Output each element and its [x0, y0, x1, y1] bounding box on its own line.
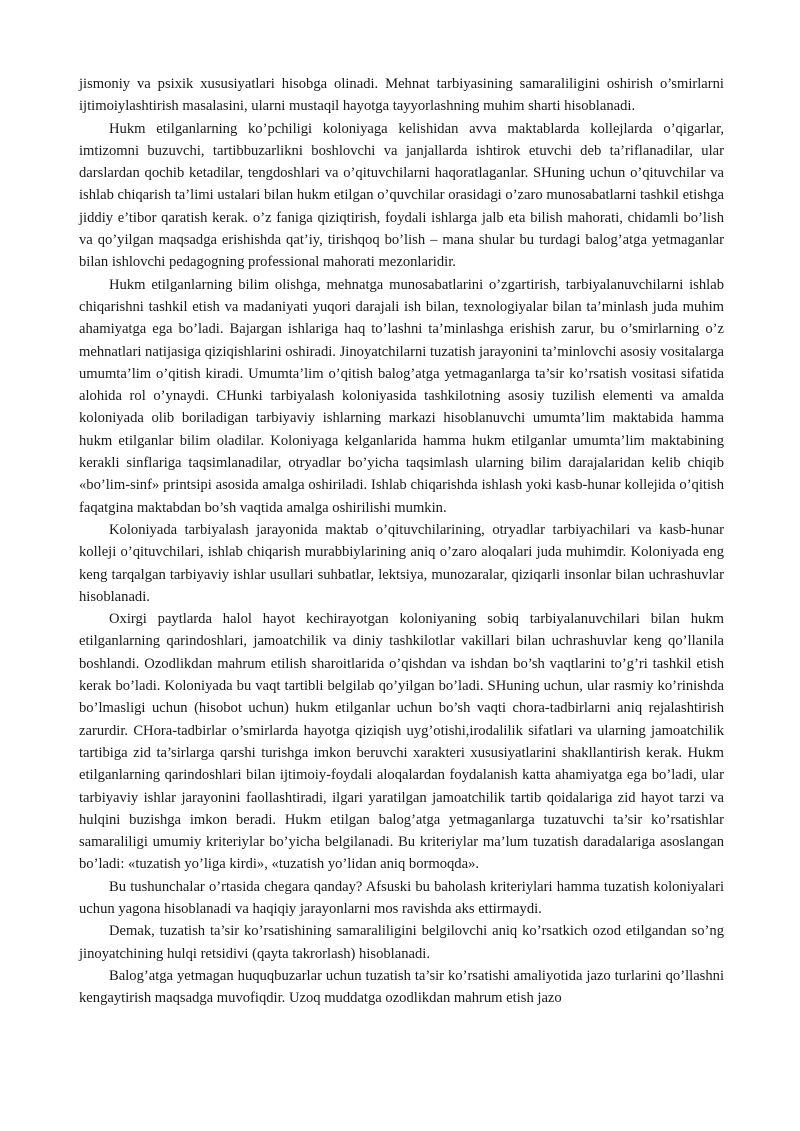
paragraph: Demak, tuzatish ta’sir ko’rsatishining samaraliligini belgilovchi aniq ko’rsatkich ozod etilgandan so’ng jinoyatchining hulqi retsidivi (qayta takrorlash) hisoblanadi.: [79, 923, 724, 962]
paragraph: Bu tushunchalar o’rtasida chegara qanday? Afsuski bu baholash kriteriylari hamma tuzatish koloniyalari uchun yagona hisoblanadi va haqiqiy jarayonlarni mos ravishda aks ettirmaydi.: [79, 878, 724, 917]
paragraph: Balog’atga yetmagan huquqbuzarlar uchun tuzatish ta’sir ko’rsatishi amaliyotida jazo turlarini qo’llashni kengaytirish maqsadga muvofiqdir. Uzoq muddatga ozodlikdan mahrum etish jazo: [79, 967, 724, 1007]
paragraph-continuation: jismoniy va psixik xususiyatlari hisobga olinadi. Mehnat tarbiyasining samaraliligini oshirish o’smirlarni ijtimoiylashtirish masalasini, ularni mustaqil hayotga tayyorlashning muhim sharti hisoblanadi.: [79, 76, 724, 115]
paragraph: Koloniyada tarbiyalash jarayonida maktab o’qituvchilarining, otryadlar tarbiyachilari va kasb-hunar kolleji o’qituvchilari, ishlab chiqarish murabbiylarining aniq o’zaro aloqalari juda muhimdir. Koloniyada eng keng tarqalgan tarbiyaviy ishlar usullari suhbatlar, lektsiya, munozaralar, qiziqarli insonlar bilan uchrashuvlar hisoblanadi.: [79, 521, 724, 605]
document-page: [79, 73, 724, 1009]
paragraph: Oxirgi paytlarda halol hayot kechirayotgan koloniyaning sobiq tarbiyalanuvchilari bilan hukm etilganlarning qarindoshlari, jamoatchilik va diniy tashkilotlar vakillari bilan uchrashuvlar keng qo’llanila boshlandi. Ozodlikdan mahrum etilish sharoitlarida o’qishdan va ishdan bo’sh vaqtlarini to’g’ri tashkil etish kerak bo’ladi. Koloniyada bu vaqt tartibli belgilab qo’yilgan bo’ladi. SHuning uchun, ular rasmiy ko’rinishda bo’lmasligi uchun (hisobot uchun) hukm etilganlar uchun bo’sh vaqti chora-tadbirlarni aniq rejalashtirish zarurdir. CHora-tadbirlar o’smirlarda hayotga qiziqish uyg’otishi,irodalilik sifatlari va ularning jamoatchilik tartibiga zid ta’sirlarga qarshi turishga imkon beruvchi xarakteri xususiyatlarini shakllantirish kerak. Hukm etilganlarning qarindoshlari bilan ijtimoiy-foydali aloqalardan foydalanish katta ahamiyatga ega bo’ladi, ular tarbiyaviy ishlar jarayonini faollashtiradi, ilgari yaratilgan jamoatchilik tartib qoidalariga zid hayot tarzi va hulqini buzishga imkon beradi. Hukm etilgan balog’atga yetmaganlarga tuzatuvchi ta’sir ko’rsatishlar samaraliligi umumiy kriteriylar bo’yicha belgilanadi. Bu kriteriylar ma’lum tuzatish daradalariga asoslangan bo’ladi: «tuzatish yo’liga kirdi», «tuzatish yo’lidan aniq bormoqda».: [79, 611, 724, 873]
paragraph: Hukm etilganlarning bilim olishga, mehnatga munosabatlarini o’zgartirish, tarbiyalanuvchilarni ishlab chiqarishni tashkil etish va madaniyati yuqori darajali ish bilan, texnologiyalar bilan ta’minlash juda muhim ahamiyatga ega bo’ladi. Bajargan ishlariga haq to’lashni ta’minlashga erishish zarur, bu o’smirlarning o’z mehnatlari natijasiga qiziqishlarini oshiradi. Jinoyatchilarni tuzatish jarayonini ta’minlovchi asosiy vositalarga umumta’lim o’qitish kiradi. Umumta’lim o’qitish balog’atga yetmaganlarga ta’sir ko’rsatish vositasi sifatida alohida rol o’ynaydi. CHunki tarbiyalash koloniyasida tashkilotning asosiy tuzilish elementi va amalda koloniyada olib boriladigan tarbiyaviy ishlarning markazi hisoblanuvchi umumta’lim maktabida hamma hukm etilganlar bilim oladilar. Koloniyaga kelganlarida hamma hukm etilganlar umumta’lim maktabining kerakli sinflariga taqsimlanadilar, otryadlar bo’yicha taqsimlash ularning bilim darajalaridan kelib chiqib «bo’lim-sinf» printsipi asosida amalga oshiriladi. Ishlab chiqarishda ishlash yoki kasb-hunar kollejida o’qitish faqatgina maktabdan bo’sh vaqtida amalga oshirilishi mumkin.: [79, 276, 724, 516]
paragraph: Hukm etilganlarning ko’pchiligi koloniyaga kelishidan avva maktablarda kollejlarda o’qigarlar, imtizomni buzuvchi, tartibbuzarlikni boshlovchi va janjallarda ishtirok etuvchi deb ta’riflanadilar, ular darslardan qochib ketadilar, tengdoshlari va o’qituvchilarni haqoratlaganlar. SHuning uchun o’qituvchilar va ishlab chiqarish ta’limi ustalari bilan hukm etilgan o’quvchilar orasidagi o’zaro munosabatlarni tashkil etishga jiddiy e’tibor qaratish kerak. o’z faniga qiziqtirish, foydali ishlarga jalb eta bilish mahorati, chidamli bo’lish va qo’yilgan maqsadga erishishda qat’iy, tirishqoq bo’lish – mana shular bu turdagi balog’atga yetmaganlar bilan ishlovchi pedagogning professional mahorati mezonlaridir.: [79, 120, 724, 271]
